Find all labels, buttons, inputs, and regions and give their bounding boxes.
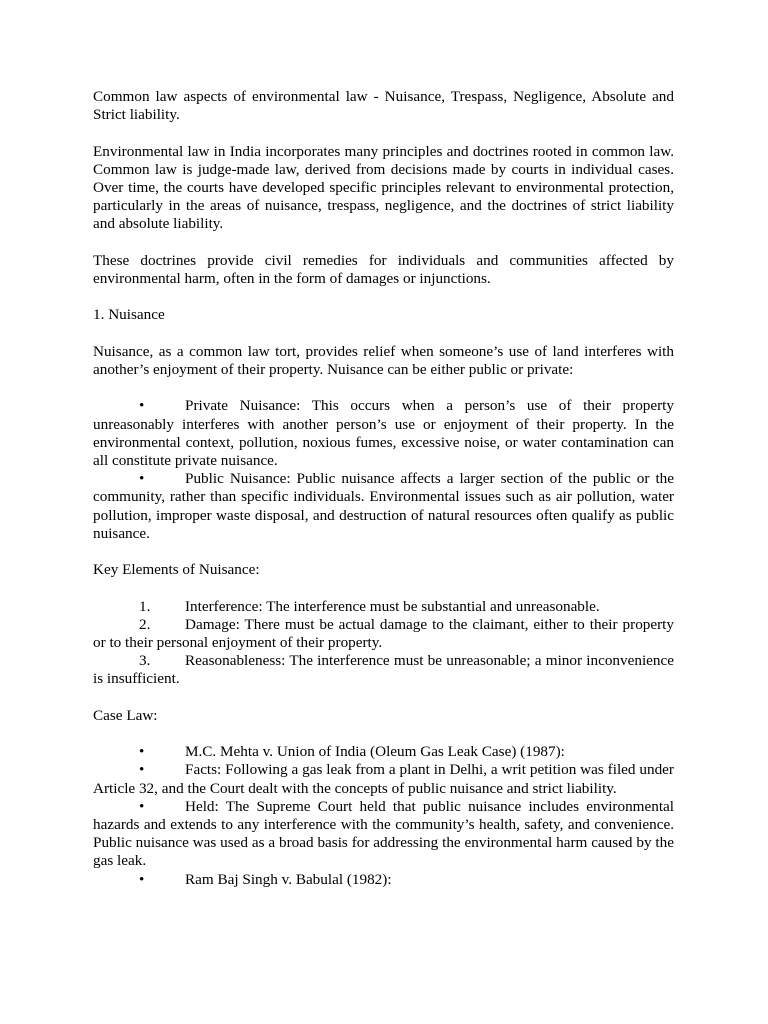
list-item-text: Interference: The interference must be substantial and unreasonable. <box>185 597 600 615</box>
list-item-text: Public Nuisance: Public nuisance affects a larger section of the public or the community, rather than specific individuals. Environmental issues such as air pollution, water pollution, improper waste disposal, and destruction of natural resources often qualify as public nuisance. <box>93 470 674 542</box>
list-item <box>93 871 674 889</box>
list-item-text: Damage: There must be actual damage to the claimant, either to their property or to their personal enjoyment of their property. <box>93 615 674 651</box>
list-item <box>93 470 674 543</box>
document-page <box>93 88 674 907</box>
nuisance-intro-paragraph: Nuisance, as a common law tort, provides relief when someone’s use of land interferes with another’s enjoyment of their property. Nuisance can be either public or private: <box>93 342 674 378</box>
key-elements-list <box>93 598 674 689</box>
bullet-marker: • <box>139 743 145 761</box>
list-item <box>93 761 674 797</box>
bullet-marker: • <box>139 870 145 888</box>
list-item <box>93 743 674 761</box>
bullet-marker: • <box>139 397 145 415</box>
key-elements-heading: Key Elements of Nuisance: <box>93 561 260 579</box>
case-law-list <box>93 743 674 889</box>
list-item <box>93 798 674 871</box>
list-item <box>93 652 674 688</box>
nuisance-types-list <box>93 397 674 543</box>
list-item <box>93 598 674 616</box>
case-law-heading: Case Law: <box>93 706 158 724</box>
bullet-marker: • <box>139 761 145 779</box>
intro-paragraph-2: These doctrines provide civil remedies for individuals and communities affected by environmental harm, often in the form of damages or injunctions. <box>93 251 674 287</box>
list-item-text: Held: The Supreme Court held that public nuisance includes environmental hazards and extends to any interference with the community’s health, safety, and convenience. Public nuisance was used as a broad basis for addressing the environmental harm caused by the gas leak. <box>93 797 674 870</box>
list-item-text: Ram Baj Singh v. Babulal (1982): <box>185 870 392 888</box>
list-item-text: Reasonableness: The interference must be unreasonable; a minor inconvenience is insufficient. <box>93 652 674 688</box>
list-item <box>93 616 674 652</box>
list-item <box>93 397 674 470</box>
number-marker: 1. <box>139 597 151 615</box>
number-marker: 3. <box>139 652 151 670</box>
bullet-marker: • <box>139 797 145 815</box>
list-item-text: Facts: Following a gas leak from a plant in Delhi, a writ petition was filed under Article 32, and the Court dealt with the concepts of public nuisance and strict liability. <box>93 761 674 797</box>
number-marker: 2. <box>139 615 151 633</box>
section-heading-nuisance: 1. Nuisance <box>93 306 165 324</box>
intro-paragraph-1: Environmental law in India incorporates many principles and doctrines rooted in common law. Common law is judge-made law, derived from decisions made by courts in individual cases. Over time, the courts have developed specific principles relevant to environmental protection, particularly in the areas of nuisance, trespass, negligence, and the doctrines of strict liability and absolute liability. <box>93 142 674 233</box>
bullet-marker: • <box>139 470 145 488</box>
list-item-text: Private Nuisance: This occurs when a person’s use of their property unreasonably interferes with another person’s use or enjoyment of their property. In the environmental context, pollution, noxious fumes, excessive noise, or water contamination can all constitute private nuisance. <box>93 397 674 469</box>
list-item-text: M.C. Mehta v. Union of India (Oleum Gas Leak Case) (1987): <box>185 743 565 761</box>
document-title: Common law aspects of environmental law - Nuisance, Trespass, Negligence, Absolute and Strict liability. <box>93 88 674 124</box>
